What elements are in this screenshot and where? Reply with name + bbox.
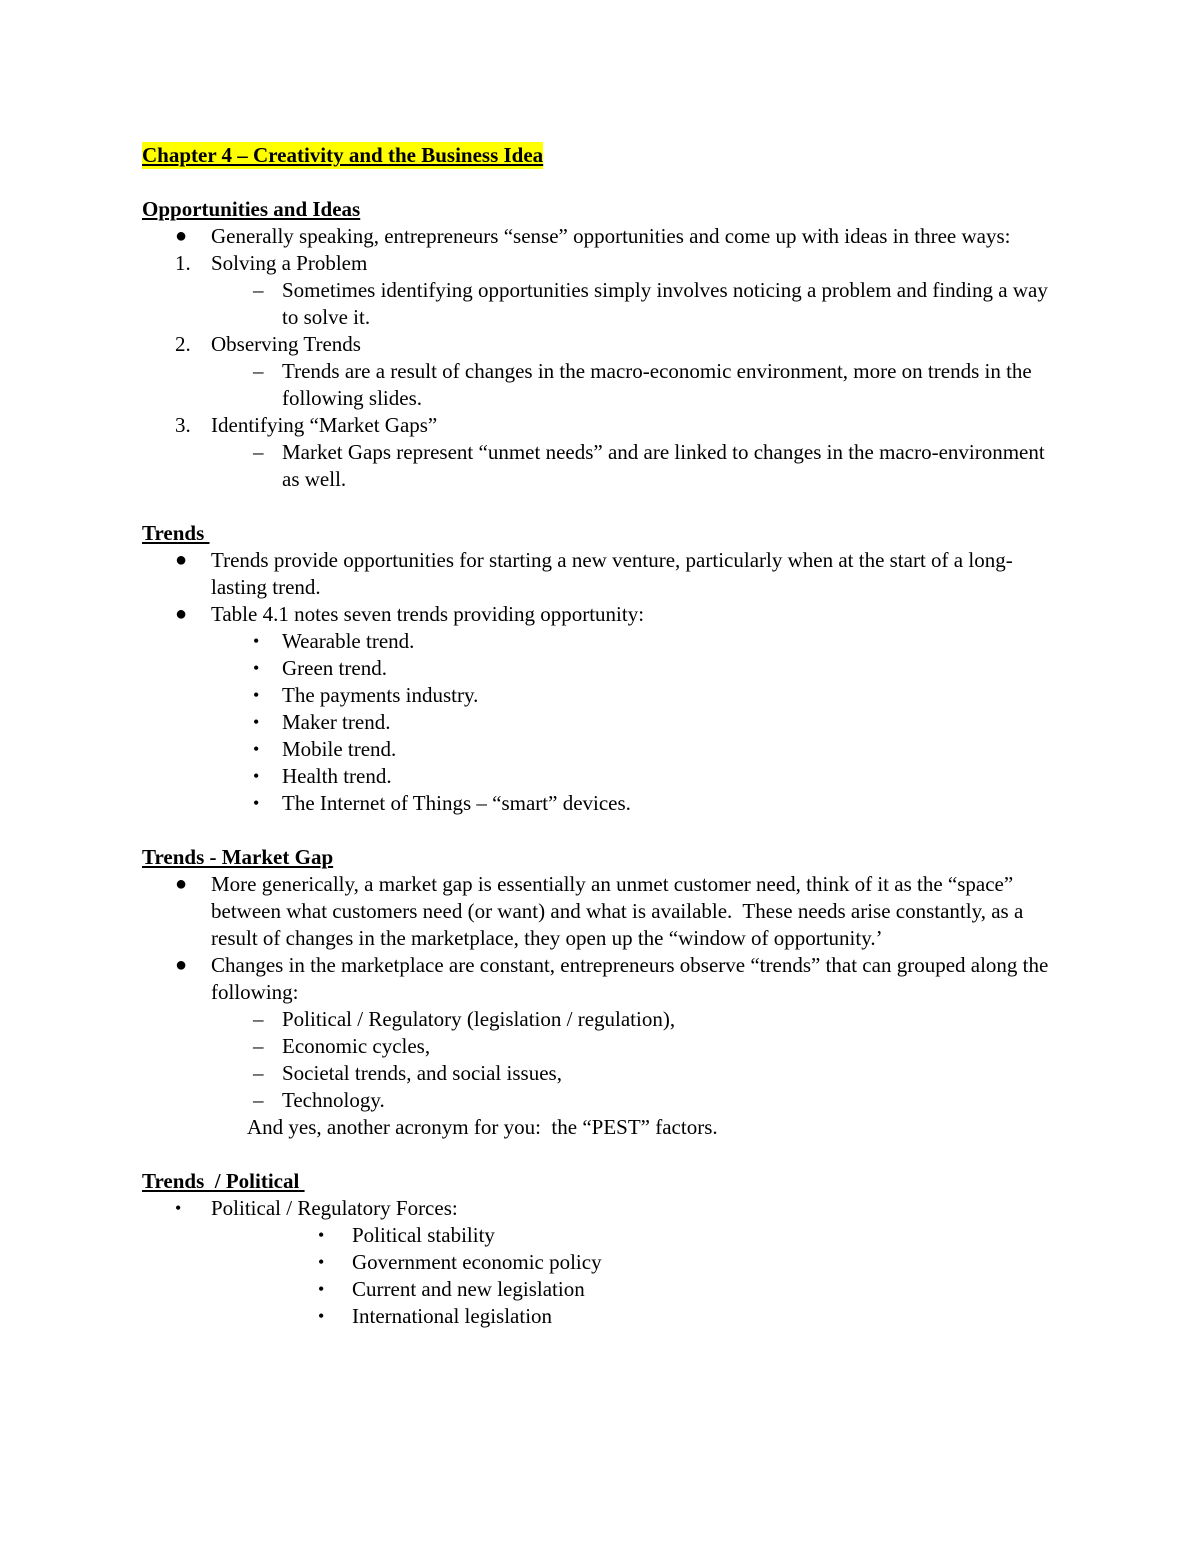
pest-note: And yes, another acronym for you: the “PEST” factors. (247, 1115, 718, 1139)
bullet-icon: • (318, 1279, 325, 1299)
sub-list-item (142, 655, 1062, 682)
sub-list-item (142, 1249, 1062, 1276)
bullet-icon: • (253, 712, 260, 732)
bullet-icon: ● (175, 873, 188, 895)
sub-list-item (142, 763, 1062, 790)
bullet-icon: ● (175, 549, 188, 571)
bullet-icon: • (253, 631, 260, 651)
sub-list-item (142, 1276, 1062, 1303)
sub-list-item (142, 358, 1062, 412)
list-item-text: Political / Regulatory Forces: (211, 1196, 458, 1220)
sub-list-item-text: Political / Regulatory (legislation / regulation), (282, 1007, 676, 1031)
sub-list-item-text: Government economic policy (352, 1250, 602, 1274)
section-heading-market-gap: Trends - Market Gap (142, 845, 334, 869)
list-item (142, 952, 1062, 1006)
list-item-text: More generically, a market gap is essentially an unmet customer need, think of it as the “space” between what customers need (or want) and what is available. These needs arise constantly, as a result of changes in the marketplace, they open up the “window of opportunity.’ (211, 872, 1029, 950)
sub-list-item-text: Societal trends, and social issues, (282, 1061, 562, 1085)
sub-list-item-text: Technology. (282, 1088, 385, 1112)
dash-icon: – (253, 359, 264, 383)
sub-list-item-text: Political stability (352, 1223, 495, 1247)
dash-icon: – (253, 278, 264, 302)
dash-icon: – (253, 440, 264, 464)
document-content (142, 142, 1062, 1330)
chapter-title-text: Chapter 4 – Creativity and the Business Idea (142, 143, 544, 167)
bullet-icon: ● (175, 603, 188, 625)
bullet-icon: • (318, 1225, 325, 1245)
numbered-item-label: Identifying “Market Gaps” (211, 413, 438, 437)
sub-list-item (142, 709, 1062, 736)
item-number: 1. (175, 251, 191, 275)
dash-icon: – (253, 1088, 264, 1112)
numbered-item (142, 250, 1062, 277)
sub-list-item (142, 1087, 1062, 1114)
sub-list-item (142, 736, 1062, 763)
sub-list-item (142, 277, 1062, 331)
section-heading-opportunities: Opportunities and Ideas (142, 197, 361, 221)
bullet-icon: • (253, 658, 260, 678)
sub-list-item-text: Trends are a result of changes in the macro-economic environment, more on trends in the following slides. (282, 359, 1032, 410)
item-number: 2. (175, 332, 191, 356)
sub-list-item (142, 1033, 1062, 1060)
sub-list-item-text: Wearable trend. (282, 629, 415, 653)
sub-list-item-text: Market Gaps represent “unmet needs” and are linked to changes in the macro-environment as well. (282, 440, 1045, 491)
sub-list-item (142, 1303, 1062, 1330)
dash-icon: – (253, 1061, 264, 1085)
sub-list-item-text: The Internet of Things – “smart” devices. (282, 791, 631, 815)
sub-list-item-text: International legislation (352, 1304, 553, 1328)
sub-list-item (142, 439, 1062, 493)
dash-icon: – (253, 1034, 264, 1058)
sub-list-item-text: Current and new legislation (352, 1277, 585, 1301)
sub-list-item-text: Mobile trend. (282, 737, 397, 761)
section-heading-political: Trends / Political (142, 1169, 305, 1193)
section-heading-trends: Trends (142, 521, 210, 545)
list-item-text: Trends provide opportunities for starting a new venture, particularly when at the start of a long-lasting trend. (211, 548, 1013, 599)
bullet-icon: • (318, 1306, 325, 1326)
bullet-icon: ● (175, 225, 188, 247)
numbered-item-label: Solving a Problem (211, 251, 368, 275)
sub-list-item (142, 1006, 1062, 1033)
list-item-text: Changes in the marketplace are constant, entrepreneurs observe “trends” that can grouped along the following: (211, 953, 1049, 1004)
bullet-icon: ● (175, 954, 188, 976)
sub-list-item (142, 1222, 1062, 1249)
bullet-icon: • (253, 793, 260, 813)
list-item (142, 871, 1062, 952)
bullet-icon: • (253, 766, 260, 786)
sub-list-item (142, 628, 1062, 655)
bullet-icon: • (175, 1198, 182, 1218)
list-item (142, 1195, 1062, 1222)
sub-list-item-text: Sometimes identifying opportunities simply involves noticing a problem and finding a way to solve it. (282, 278, 1048, 329)
sub-list-item (142, 682, 1062, 709)
bullet-icon: • (253, 685, 260, 705)
bullet-icon: • (318, 1252, 325, 1272)
sub-list-item-text: Green trend. (282, 656, 387, 680)
numbered-item-label: Observing Trends (211, 332, 361, 356)
sub-list-item (142, 790, 1062, 817)
sub-list-item-text: Economic cycles, (282, 1034, 431, 1058)
numbered-item (142, 331, 1062, 358)
sub-list-item-text: The payments industry. (282, 683, 479, 707)
chapter-title (142, 142, 1062, 169)
list-item (142, 601, 1062, 628)
list-item-text: Generally speaking, entrepreneurs “sense” opportunities and come up with ideas in three ways: (211, 224, 1011, 248)
bullet-icon: • (253, 739, 260, 759)
numbered-item (142, 412, 1062, 439)
list-item-text: Table 4.1 notes seven trends providing opportunity: (211, 602, 645, 626)
list-item (142, 547, 1062, 601)
sub-list-item-text: Health trend. (282, 764, 392, 788)
sub-list-item (142, 1060, 1062, 1087)
item-number: 3. (175, 413, 191, 437)
sub-list-item-text: Maker trend. (282, 710, 391, 734)
dash-icon: – (253, 1007, 264, 1031)
list-item (142, 223, 1062, 250)
